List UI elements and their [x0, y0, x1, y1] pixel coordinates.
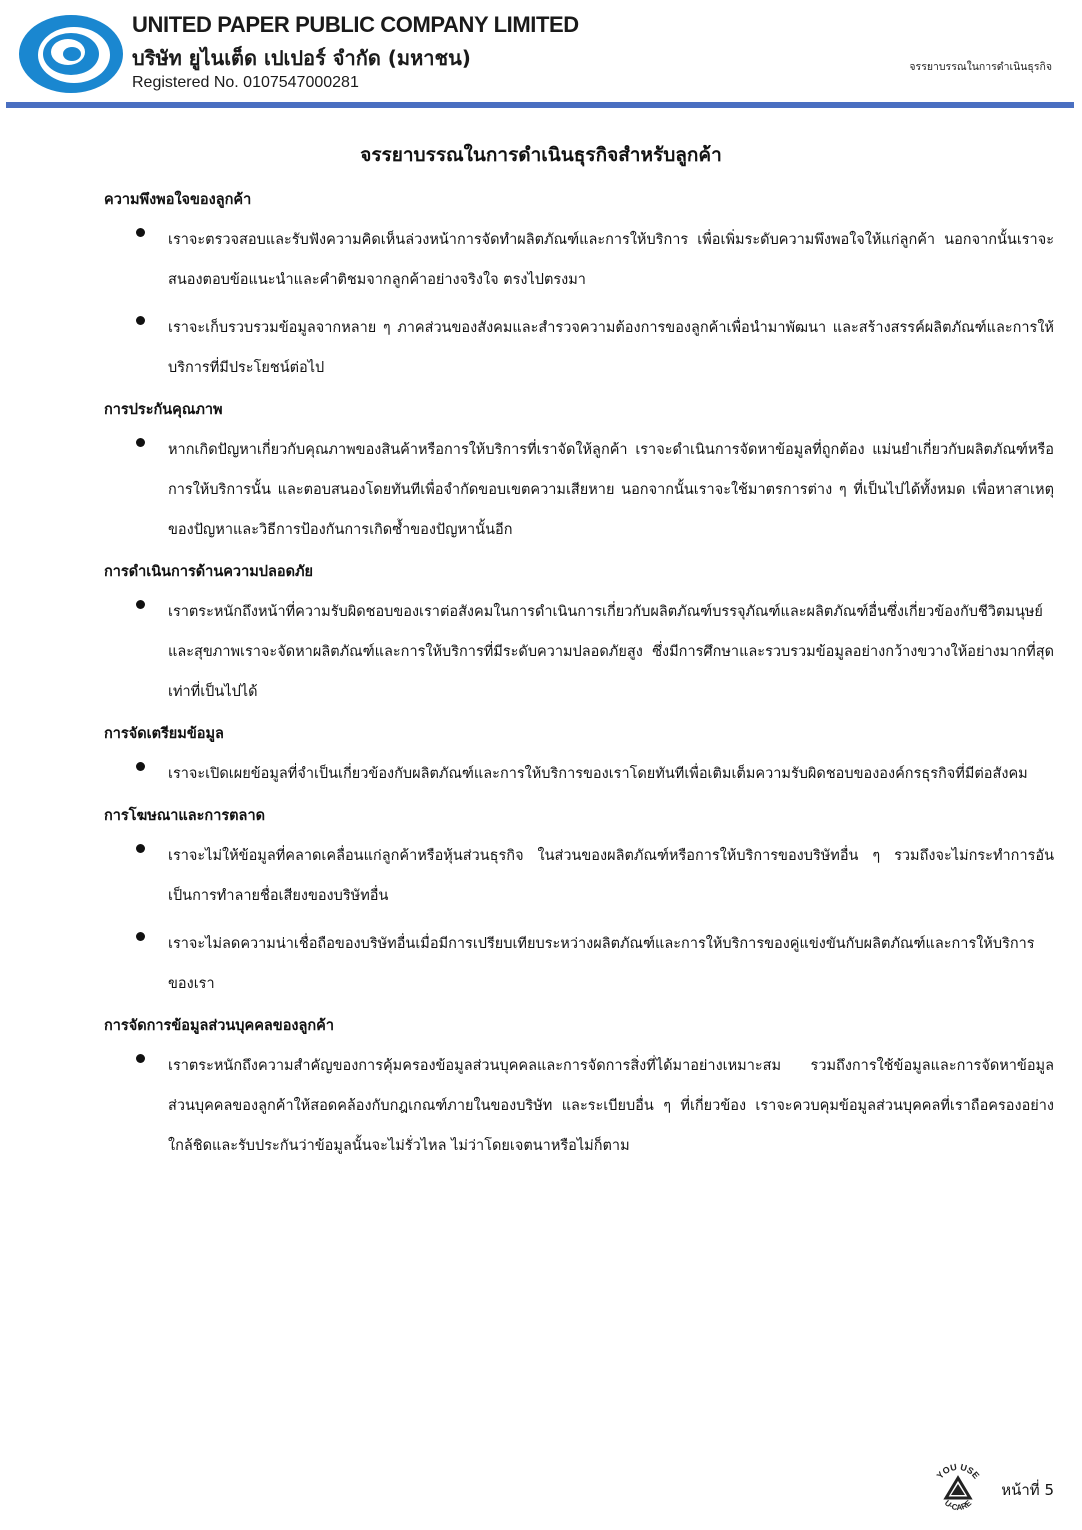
header-divider: [6, 102, 1074, 108]
bullet-text: เราตระหนักถึงหน้าที่ความรับผิดชอบของเราต่อสังคมในการดำเนินการเกี่ยวกับผลิตภัณฑ์บรรจุภัณฑ์และผลิตภัณฑ์อื่นซึ่งเกี่ยวข้องกับชีวิตมนุษย์และสุขภาพเราจะจัดหาผลิตภัณฑ์และการให้บริการที่มีระดับความปลอดภัยสูง ซึ่งมีการศึกษาและรวบรวมข้อมูลอย่างกว้างขวางให้อย่างมากที่สุดเท่าที่เป็นไปได้: [168, 604, 1054, 700]
section-heading: การจัดการข้อมูลส่วนบุคคลของลูกค้า: [104, 1018, 334, 1034]
bullet-item: [104, 308, 1054, 388]
section: [104, 720, 1054, 794]
bullet-text: เราจะตรวจสอบและรับฟังความคิดเห็นล่วงหน้าการจัดทำผลิตภัณฑ์และการให้บริการ เพื่อเพิ่มระดับความพึงพอใจให้แก่ลูกค้า นอกจากนั้นเราจะสนองตอบข้อแนะนำและคำติชมจากลูกค้าอย่างจริงใจ ตรงไปตรงมา: [168, 232, 1054, 288]
section-heading: การดำเนินการด้านความปลอดภัย: [104, 564, 314, 580]
section-heading: การโฆษณาและการตลาด: [104, 808, 266, 824]
document-body: [104, 186, 1054, 1174]
company-name-th: บริษัท ยูไนเต็ด เปเปอร์ จำกัด (มหาชน): [132, 46, 471, 70]
bullet-dot-icon: [136, 600, 145, 609]
bullet-dot-icon: [136, 762, 145, 771]
company-name-en: UNITED PAPER PUBLIC COMPANY LIMITED: [132, 12, 579, 37]
bullet-dot-icon: [136, 228, 145, 237]
section: [104, 396, 1054, 550]
bullet-item: [104, 754, 1054, 794]
bullet-text: เราจะเปิดเผยข้อมูลที่จำเป็นเกี่ยวข้องกับผลิตภัณฑ์และการให้บริการของเราโดยทันทีเพื่อเติมเต็มความรับผิดชอบขององค์กรธุรกิจที่มีต่อสังคม: [168, 766, 1028, 782]
bullet-item: [104, 924, 1054, 1004]
section: [104, 802, 1054, 1004]
bullet-item: [104, 1046, 1054, 1166]
bullet-item: [104, 220, 1054, 300]
bullet-text: เราจะเก็บรวบรวมข้อมูลจากหลาย ๆ ภาคส่วนของสังคมและสำรวจความต้องการของลูกค้าเพื่อนำมาพัฒนา และสร้างสรรค์ผลิตภัณฑ์และการให้บริการที่มีประโยชน์ต่อไป: [168, 320, 1054, 376]
seal-text-bottom: U-CARE: [942, 1498, 974, 1513]
bullet-text: หากเกิดปัญหาเกี่ยวกับคุณภาพของสินค้าหรือการให้บริการที่เราจัดให้ลูกค้า เราจะดำเนินการจัดหาข้อมูลที่ถูกต้อง แม่นยำเกี่ยวกับผลิตภัณฑ์หรือการให้บริการนั้น และตอบสนองโดยทันทีเพื่อจำกัดขอบเขตความเสียหาย นอกจากนั้นเราจะใช้มาตรการต่าง ๆ ที่เป็นไปได้ทั้งหมด เพื่อหาสาเหตุของปัญหาและวิธีการป้องกันการเกิดซ้ำของปัญหานั้นอีก: [168, 442, 1054, 538]
company-logo-icon: [18, 14, 124, 94]
bullet-dot-icon: [136, 844, 145, 853]
bullet-text: เราจะไม่ลดความน่าเชื่อถือของบริษัทอื่นเมื่อมีการเปรียบเทียบระหว่างผลิตภัณฑ์และการให้บริการของคู่แข่งขันกับผลิตภัณฑ์และการให้บริการของเรา: [168, 936, 1035, 992]
bullet-item: [104, 836, 1054, 916]
bullet-dot-icon: [136, 1054, 145, 1063]
section: [104, 186, 1054, 388]
seal-text-top: YOU USE: [934, 1462, 982, 1481]
document-label: จรรยาบรรณในการดำเนินธุรกิจ: [909, 61, 1052, 73]
bullet-dot-icon: [136, 932, 145, 941]
bullet-text: เราจะไม่ให้ข้อมูลที่คลาดเคลื่อนแก่ลูกค้าหรือหุ้นส่วนธุรกิจ ในส่วนของผลิตภัณฑ์หรือการให้บริการของบริษัทอื่น ๆ รวมถึงจะไม่กระทำการอันเป็นการทำลายชื่อเสียงของบริษัทอื่น: [168, 848, 1054, 904]
section: [104, 1012, 1054, 1166]
registration-number: Registered No. 0107547000281: [132, 74, 359, 91]
page-number: หน้าที่ 5: [1001, 1481, 1054, 1499]
page-header: [0, 0, 1082, 112]
bullet-dot-icon: [136, 438, 145, 447]
document-title: จรรยาบรรณในการดำเนินธุรกิจสำหรับลูกค้า: [360, 144, 722, 166]
section: [104, 558, 1054, 712]
section-heading: ความพึงพอใจของลูกค้า: [104, 192, 252, 208]
bullet-item: [104, 430, 1054, 550]
section-heading: การประกันคุณภาพ: [104, 402, 223, 418]
bullet-dot-icon: [136, 316, 145, 325]
section-heading: การจัดเตรียมข้อมูล: [104, 726, 224, 742]
bullet-text: เราตระหนักถึงความสำคัญของการคุ้มครองข้อมูลส่วนบุคคลและการจัดการสิ่งที่ได้มาอย่างเหมาะสม รวมถึงการใช้ข้อมูลและการจัดหาข้อมูลส่วนบุคคลของลูกค้าให้สอดคล้องกับกฎเกณฑ์ภายในของบริษัท และระเบียบอื่น ๆ ที่เกี่ยวข้อง เราจะควบคุมข้อมูลส่วนบุคคลที่เราถือครองอย่างใกล้ชิดและรับประกันว่าข้อมูลนั้นจะไม่รั่วไหล ไม่ว่าโดยเจตนาหรือไม่ก็ตาม: [168, 1058, 1054, 1154]
you-use-u-care-seal-icon: [930, 1462, 986, 1514]
svg-text:U-CARE: [943, 1498, 974, 1512]
bullet-item: [104, 592, 1054, 712]
